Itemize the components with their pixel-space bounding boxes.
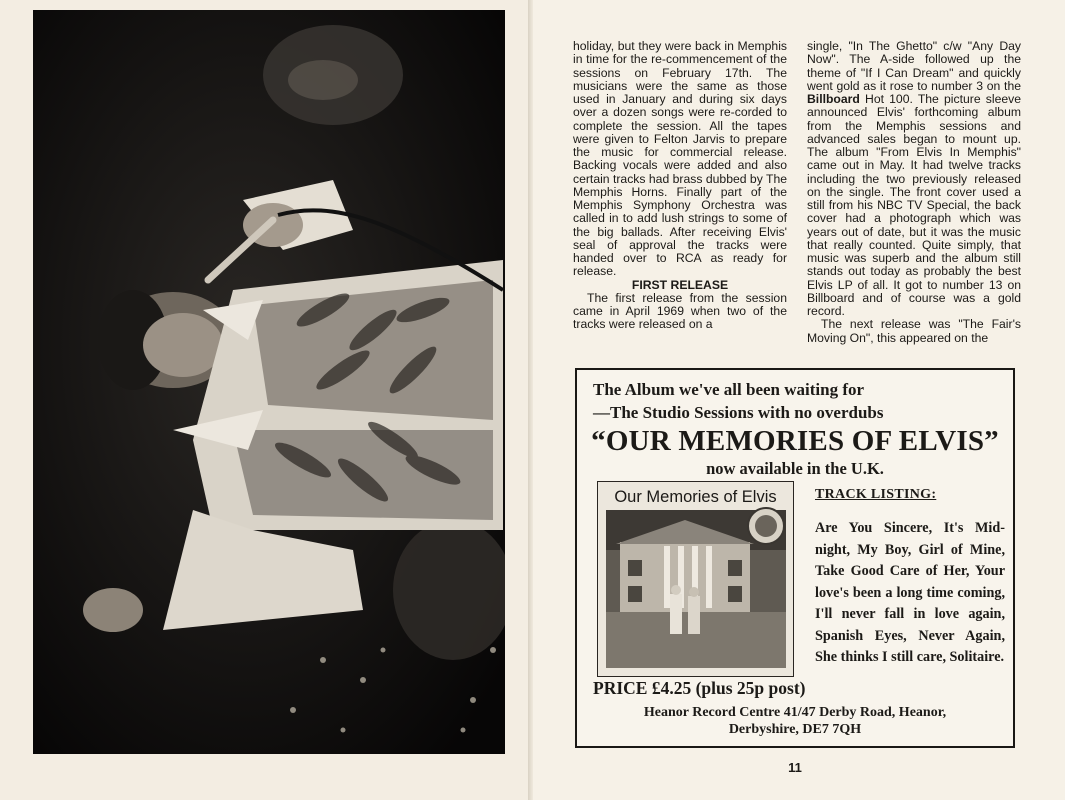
section-heading: FIRST RELEASE	[631, 277, 729, 292]
album-advertisement	[575, 368, 1015, 748]
billboard-bold: Billboard	[807, 92, 860, 106]
address-line: Derbyshire, DE7 7QH	[728, 722, 862, 737]
article-column-2	[807, 40, 1021, 345]
cover-photo-illustration	[598, 482, 793, 676]
article-paragraph: holiday, but they were back in Memphis in time for the re-commencement of the sessions on February 17th. The musicians were the same as those used in January and during six days over a dozen songs were re-corded to complete the session. All the tapes were given to Felton Jarvis to prepare the music for commercial release. Backing vocals were added and also certain tracks had brass dubbed by The Memphis Horns. Finally part of the Memphis Symphony Orchestra was called in to add lush strings to some of the big ballads. After receiving Elvis' seal of approval the tracks were handed over to RCA as ready for release.	[573, 39, 787, 279]
elvis-concert-photo	[33, 10, 505, 754]
ad-headline-2: —The Studio Sessions with no overdubs	[593, 403, 884, 422]
text-run: Hot 100. The picture sleeve announced Elvis' forthcoming album from the Memphis sessions and advanced sales began to mount up. The album "From Elvis In Memphis" came out in May. It had twelve tracks including the two previously released on the single. The front cover used a still from his NBC TV Special, the back cover had a photograph which was years out of date, but it was the music that really counted. Quite simply, that music was superb and the album still stands out today as probably the best Elvis LP of all. It got to number 13 on Billboard and of course was a gold record.	[807, 92, 1021, 318]
track-listing-heading: TRACK LISTING:	[815, 487, 937, 502]
store-address	[577, 704, 1013, 738]
article-paragraph	[807, 40, 1021, 318]
article-paragraph: The first release from the session came in April 1969 when two of the tracks were released on a	[573, 290, 787, 332]
article-column-1	[573, 40, 787, 332]
track-listing: Are You Sincere, It's Mid-night, My Boy, Girl of Mine, Take Good Care of Her, Your love's been a long time coming, I'll never fall in love again, Spanish Eyes, Never Again, She thinks I still care, Solitaire.	[815, 520, 1005, 665]
article-paragraph: The next release was "The Fair's Moving On", this appeared on the	[807, 317, 1021, 345]
page-number: 11	[788, 760, 802, 775]
photo-illustration	[33, 10, 505, 754]
ad-headline-1: The Album we've all been waiting for	[593, 380, 865, 399]
album-cover	[597, 481, 794, 677]
article-text	[573, 40, 1021, 360]
ad-subtitle: now available in the U.K.	[706, 459, 884, 478]
text-run: single, "In The Ghetto" c/w "Any Day Now". The A-side followed up the theme of "If I Can Dream" and quickly went gold as it rose to number 3 on the	[807, 39, 1021, 93]
album-title: “OUR MEMORIES OF ELVIS”	[591, 425, 999, 457]
cover-title: Our Memories of Elvis	[614, 488, 777, 506]
price-line: PRICE £4.25 (plus 25p post)	[593, 678, 806, 698]
address-line: Heanor Record Centre 41/47 Derby Road, Heanor,	[643, 705, 947, 720]
